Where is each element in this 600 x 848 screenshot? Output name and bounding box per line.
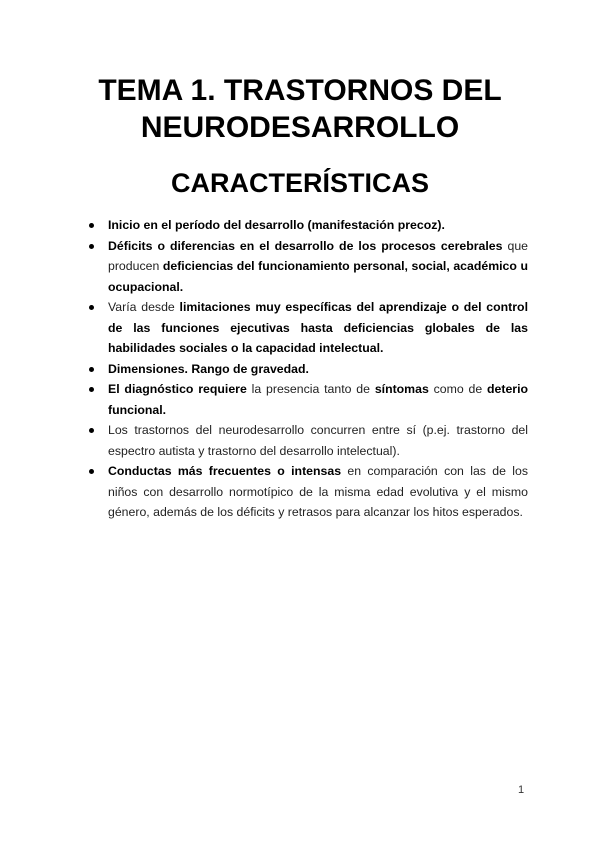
bullet-icon [89, 387, 94, 392]
list-item [87, 215, 528, 236]
bullet-text-bold: síntomas [374, 382, 429, 396]
bullet-text: como de [428, 382, 488, 396]
list-item [87, 297, 528, 359]
bullet-text: que producen [108, 238, 528, 273]
document-title-line-1: TEMA 1. TRASTORNOS DEL [98, 74, 502, 107]
page-number: 1 [518, 784, 525, 796]
bullet-text-bold: Conductas más frecuentes o intensas [108, 464, 342, 478]
bullet-icon [89, 223, 94, 228]
bullet-icon [89, 244, 94, 249]
characteristics-list [87, 215, 528, 523]
bullet-text: Varía desde [108, 300, 180, 314]
list-item [87, 420, 528, 461]
bullet-text-bold: Inicio en el período del desarrollo (manifestación precoz). [108, 218, 445, 232]
list-item [87, 236, 528, 298]
bullet-text: en comparación con las de los niños con desarrollo normotípico de la misma edad evolutiva y el mismo género, además de los déficits y retrasos para alcanzar los hitos esperados. [108, 464, 528, 519]
bullet-text-bold: Déficits o diferencias en el desarrollo de los procesos cerebrales [108, 238, 503, 253]
bullet-icon [89, 469, 94, 474]
bullet-text-bold: El diagnóstico requiere [108, 382, 247, 396]
list-item [87, 461, 528, 523]
document-title-line-2: NEURODESARROLLO [140, 111, 460, 144]
bullet-text: la presencia tanto de [246, 382, 375, 396]
list-item [87, 379, 528, 420]
section-heading: CARACTERÍSTICAS [170, 168, 429, 198]
bullet-icon [89, 305, 94, 310]
bullet-text-bold: limitaciones muy específicas del aprendizaje o del control de las funciones ejecutivas hasta deficiencias globales de las habilidades sociales o la capacidad intelectual. [108, 300, 528, 355]
bullet-text-bold: deterio funcional. [108, 382, 529, 417]
bullet-icon [89, 428, 94, 433]
bullet-text-bold: deficiencias del funcionamiento personal, social, académico u ocupacional. [108, 259, 528, 294]
bullet-text-bold: Dimensiones. Rango de gravedad. [108, 361, 309, 376]
list-item [87, 359, 528, 380]
bullet-icon [89, 367, 94, 372]
bullet-text: Los trastornos del neurodesarrollo concurren entre sí (p.ej. trastorno del espectro autista y trastorno del desarrollo intelectual). [108, 423, 528, 458]
